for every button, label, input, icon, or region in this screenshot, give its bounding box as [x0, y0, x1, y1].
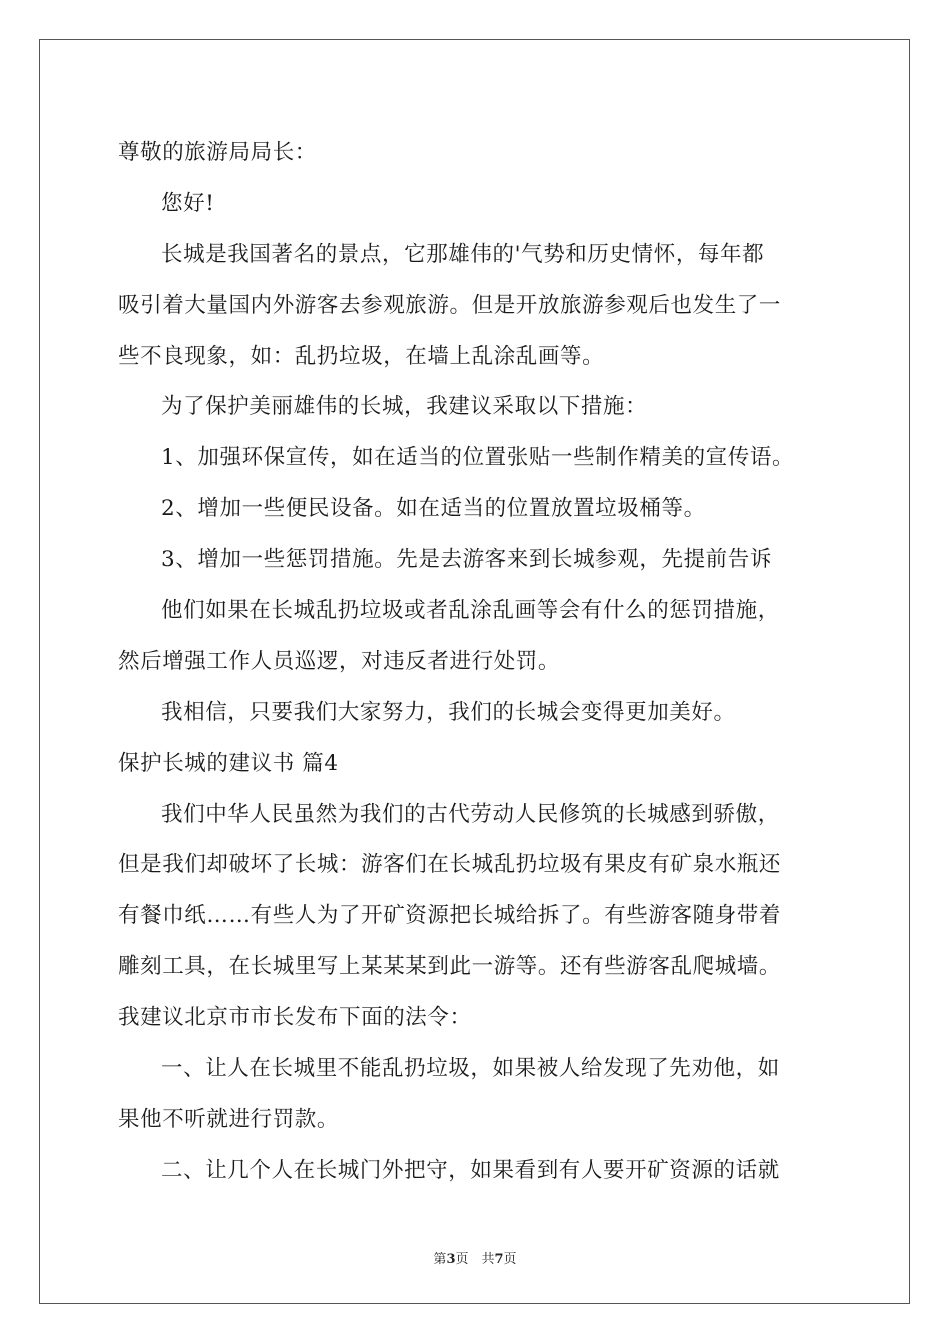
paragraph-line: 然后增强工作人员巡逻，对违反者进行处罚。: [118, 648, 561, 674]
greeting: 您好!: [161, 190, 215, 216]
paragraph-line: 果他不听就进行罚款。: [118, 1106, 340, 1132]
paragraph-line: 我们中华人民虽然为我们的古代劳动人民修筑的长城感到骄傲，: [161, 801, 780, 827]
paragraph-line: 他们如果在长城乱扔垃圾或者乱涂乱画等会有什么的惩罚措施，: [161, 598, 780, 624]
list-item: 2、增加一些便民设备。如在适当的位置放置垃圾桶等。: [161, 496, 706, 522]
paragraph-line: 些不良现象，如：乱扔垃圾，在墙上乱涂乱画等。: [118, 343, 605, 369]
page-total: 7: [494, 1252, 504, 1267]
page-prefix: 第: [433, 1252, 447, 1267]
section-heading: 保护长城的建议书 篇4: [118, 750, 339, 776]
list-item: 3、增加一些惩罚措施。先是去游客来到长城参观，先提前告诉: [161, 547, 772, 573]
list-item: 一、让人在长城里不能乱扔垃圾，如果被人给发现了先劝他，如: [161, 1056, 780, 1082]
list-item: 1、加强环保宣传，如在适当的位置张贴一些制作精美的宣传语。: [161, 445, 795, 471]
paragraph-line: 有餐巾纸……有些人为了开矿资源把长城给拆了。有些游客随身带着: [118, 903, 782, 929]
paragraph-line: 我建议北京市市长发布下面的法令：: [118, 1005, 472, 1031]
page-suffix: 页: [503, 1252, 517, 1267]
paragraph-line: 吸引着大量国内外游客去参观旅游。但是开放旅游参观后也发生了一: [118, 292, 782, 318]
paragraph-line: 但是我们却破坏了长城：游客们在长城乱扔垃圾有果皮有矿泉水瓶还: [118, 852, 782, 878]
page-current: 3: [446, 1252, 456, 1267]
paragraph-line: 雕刻工具，在长城里写上某某某到此一游等。还有些游客乱爬城墙。: [118, 954, 782, 980]
paragraph-line: 为了保护美丽雄伟的长城，我建议采取以下措施：: [161, 394, 648, 420]
document-body: [118, 128, 838, 1197]
salutation: 尊敬的旅游局局长：: [118, 140, 317, 165]
list-item: 二、让几个人在长城门外把守，如果看到有人要开矿资源的话就: [161, 1157, 780, 1183]
page-mid: 页 共: [455, 1252, 495, 1267]
page-number: [0, 1248, 950, 1267]
paragraph-line: 我相信，只要我们大家努力，我们的长城会变得更加美好。: [161, 699, 736, 725]
paragraph-line: 长城是我国著名的景点，它那雄伟的'气势和历史情怀，每年都: [161, 241, 765, 267]
